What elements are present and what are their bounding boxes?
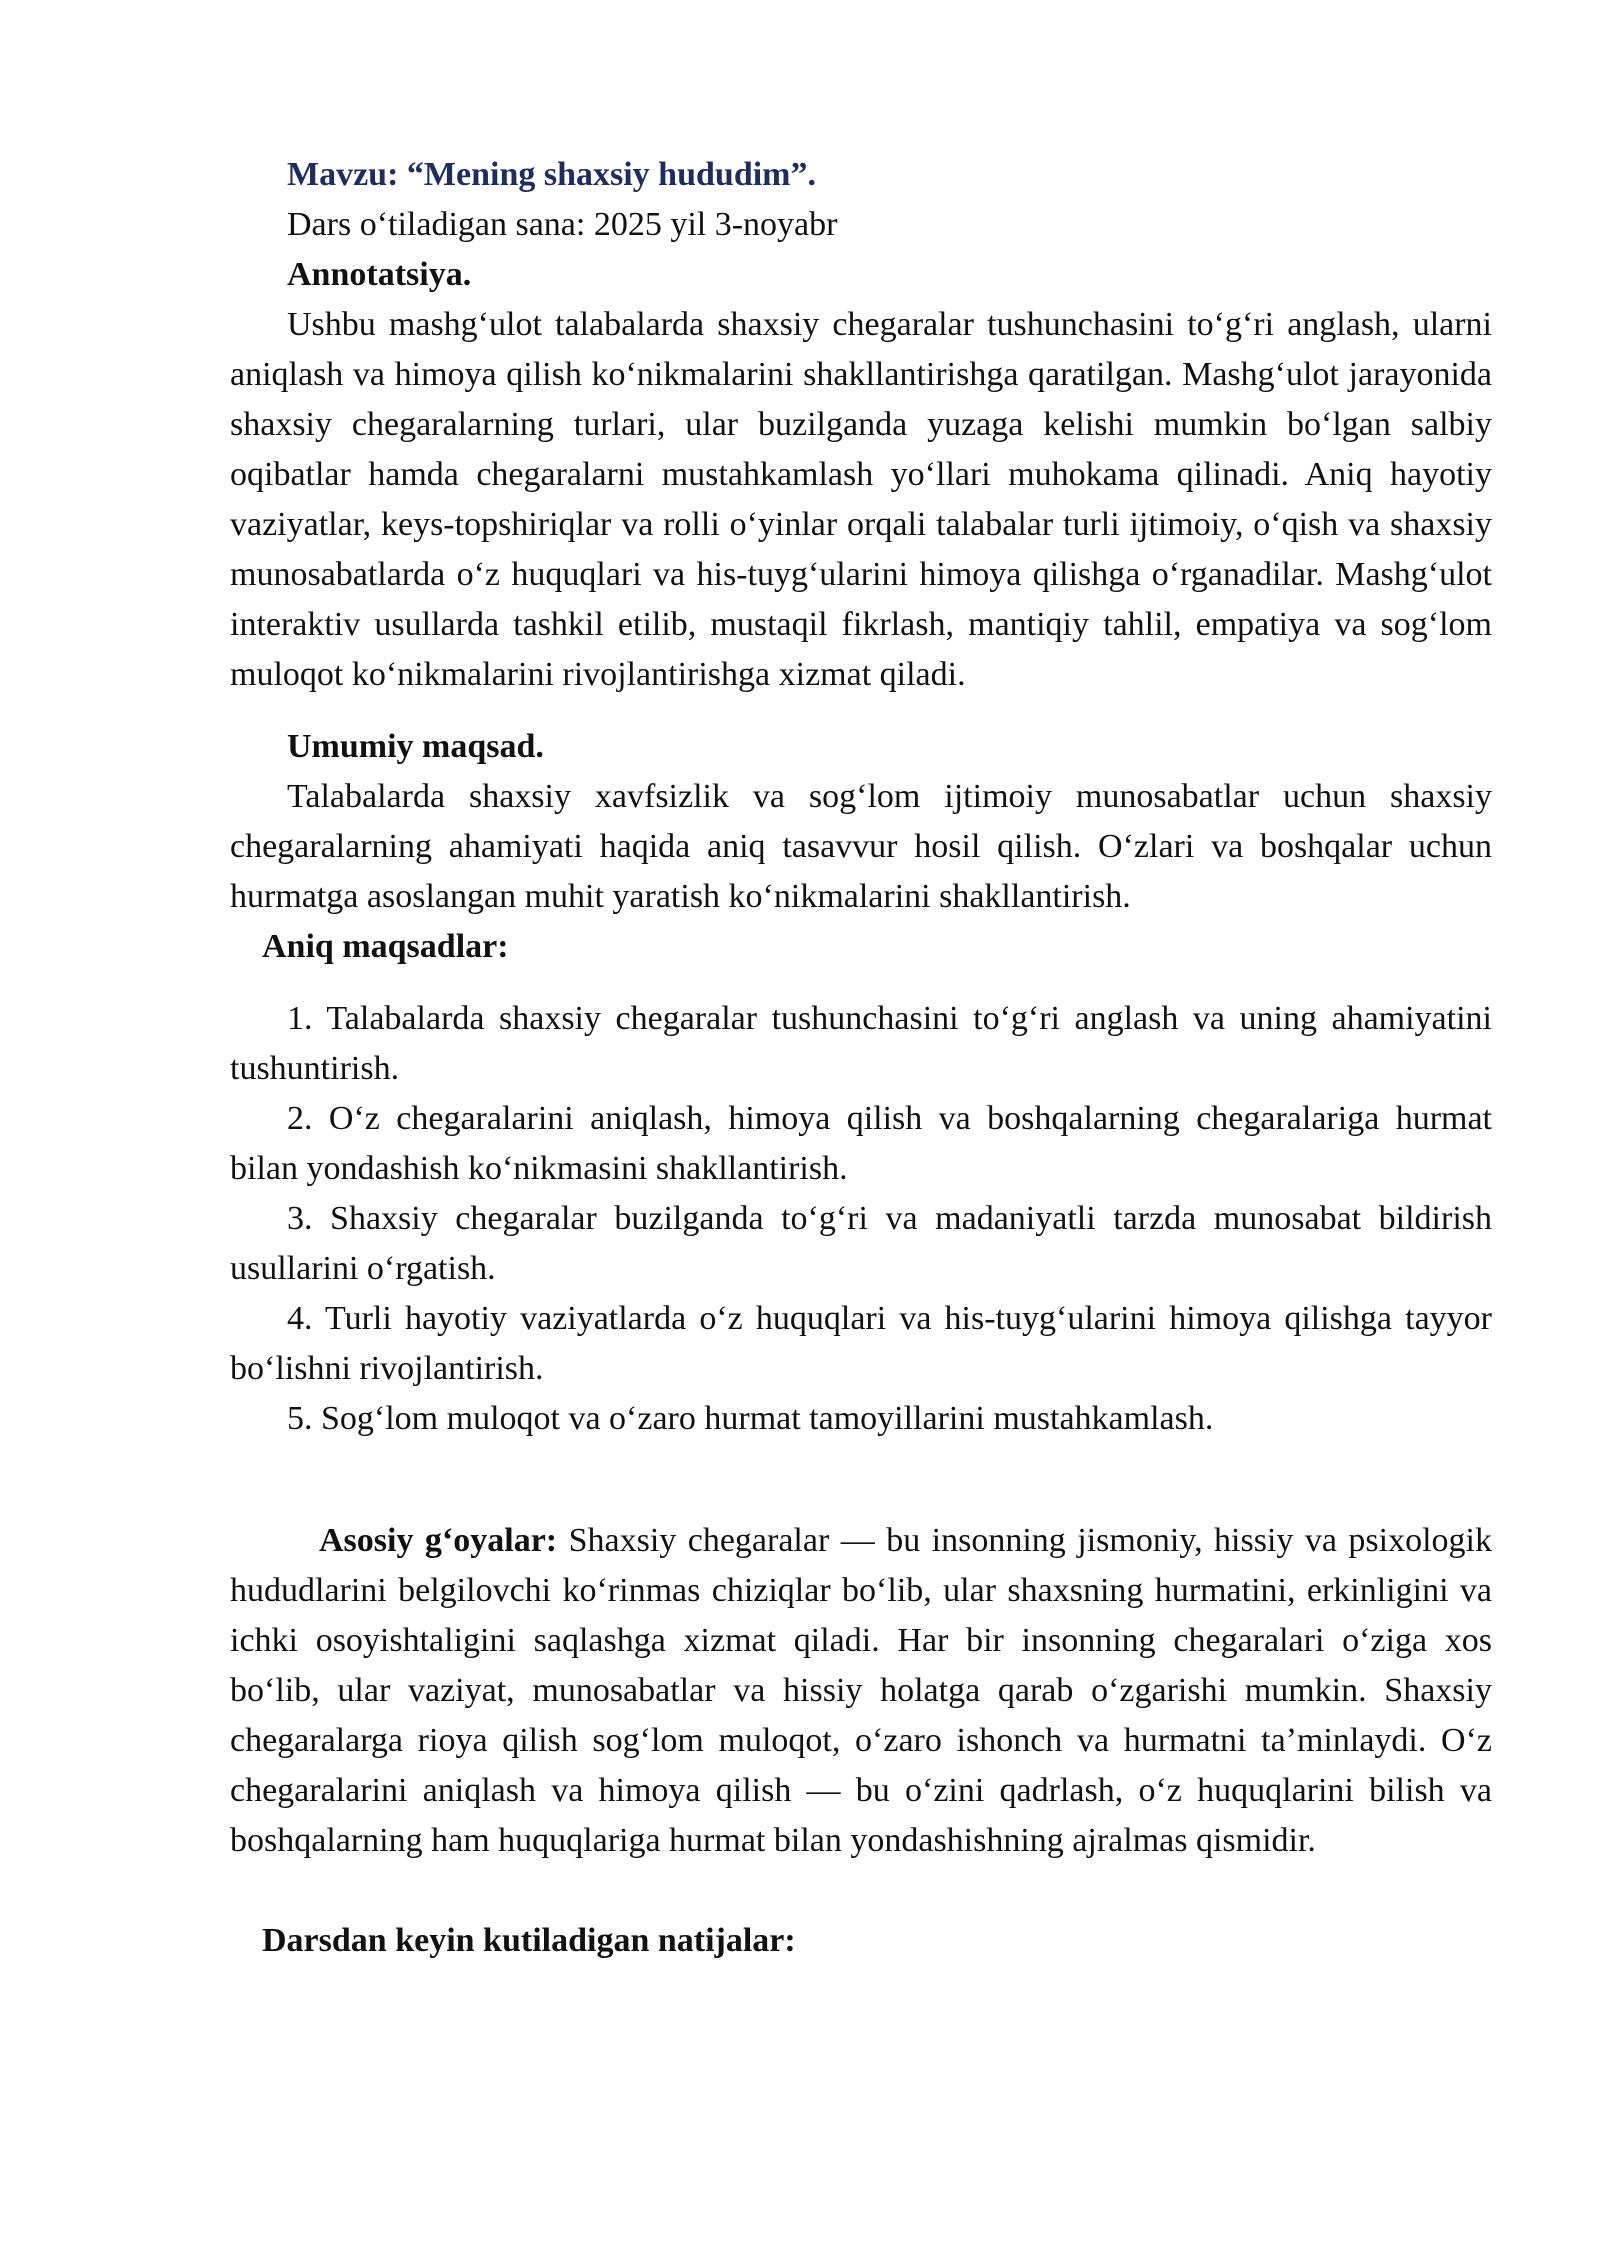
document-page	[230, 150, 1492, 1966]
annotation-heading: Annotatsiya.	[287, 256, 472, 293]
lesson-title: Mavzu: “Mening shaxsiy hududim”.	[287, 156, 816, 193]
key-ideas-text: Shaxsiy chegaralar — bu insonning jismoniy, hissiy va psixologik hududlarini belgilovchi koʻrinmas chiziqlar boʻlib, ular shaxsning hurmatini, erkinligini va ichki osoyishtaligini saqlashga xizmat qiladi. Har bir insonning chegaralari oʻziga xos boʻlib, ular vaziyat, munosabatlar va hissiy holatga qarab oʻzgarishi mumkin. Shaxsiy chegaralarga rioya qilish sogʻlom muloqot, oʻzaro ishonch va hurmatni taʼminlaydi. Oʻz chegaralarini aniqlash va himoya qilish — bu oʻzini qadrlash, oʻz huquqlarini bilish va boshqalarning ham huquqlariga hurmat bilan yondashishning ajralmas qismidir.	[230, 1522, 1493, 1859]
key-ideas-paragraph	[230, 1516, 1492, 1866]
specific-goals-heading-line	[230, 922, 1492, 972]
list-item: 4. Turli hayotiy vaziyatlarda oʻz huquqlari va his-tuygʻularini himoya qilishga tayyor boʻlishni rivojlantirish.	[230, 1300, 1492, 1387]
general-goal-heading: Umumiy maqsad.	[287, 728, 544, 765]
list-item: 1. Talabalarda shaxsiy chegaralar tushunchasini toʻgʻri anglash va uning ahamiyatini tushuntirish.	[230, 1000, 1492, 1087]
list-item: 5. Sogʻlom muloqot va oʻzaro hurmat tamoyillarini mustahkamlash.	[287, 1400, 1214, 1437]
list-item: 3. Shaxsiy chegaralar buzilganda toʻgʻri va madaniyatli tarzda munosabat bildirish usullarini oʻrgatish.	[230, 1200, 1492, 1287]
general-goal-text: Talabalarda shaxsiy xavfsizlik va sogʻlom ijtimoiy munosabatlar uchun shaxsiy chegaralarning ahamiyati haqida aniq tasavvur hosil qilish. Oʻzlari va boshqalar uchun hurmatga asoslangan muhit yaratish koʻnikmalarini shakllantirish.	[230, 778, 1492, 915]
lesson-date: Dars oʻtiladigan sana: 2025 yil 3-noyabr	[287, 206, 838, 243]
expected-results-heading: Darsdan keyin kutiladigan natijalar:	[262, 1922, 796, 1959]
specific-goals-list	[230, 994, 1492, 1444]
annotation-text: Ushbu mashgʻulot talabalarda shaxsiy chegaralar tushunchasini toʻgʻri anglash, ularni aniqlash va himoya qilish koʻnikmalarini shakllantirishga qaratilgan. Mashgʻulot jarayonida shaxsiy chegaralarning turlari, ular buzilganda yuzaga kelishi mumkin boʻlgan salbiy oqibatlar hamda chegaralarni mustahkamlash yoʻllari muhokama qilinadi. Aniq hayotiy vaziyatlar, keys-topshiriqlar va rolli oʻyinlar orqali talabalar turli ijtimoiy, oʻqish va shaxsiy munosabatlarda oʻz huquqlari va his-tuygʻularini himoya qilishga oʻrganadilar. Mashgʻulot interaktiv usullarda tashkil etilib, mustaqil fikrlash, mantiqiy tahlil, empatiya va sogʻlom muloqot koʻnikmalarini rivojlantirishga xizmat qiladi.	[230, 306, 1492, 693]
list-item: 2. Oʻz chegaralarini aniqlash, himoya qilish va boshqalarning chegaralariga hurmat bilan yondashish koʻnikmasini shakllantirish.	[230, 1100, 1492, 1187]
expected-results-heading-line	[230, 1916, 1492, 1966]
specific-goals-heading: Aniq maqsadlar:	[262, 928, 509, 965]
key-ideas-heading: Asosiy gʻoyalar:	[319, 1522, 558, 1559]
